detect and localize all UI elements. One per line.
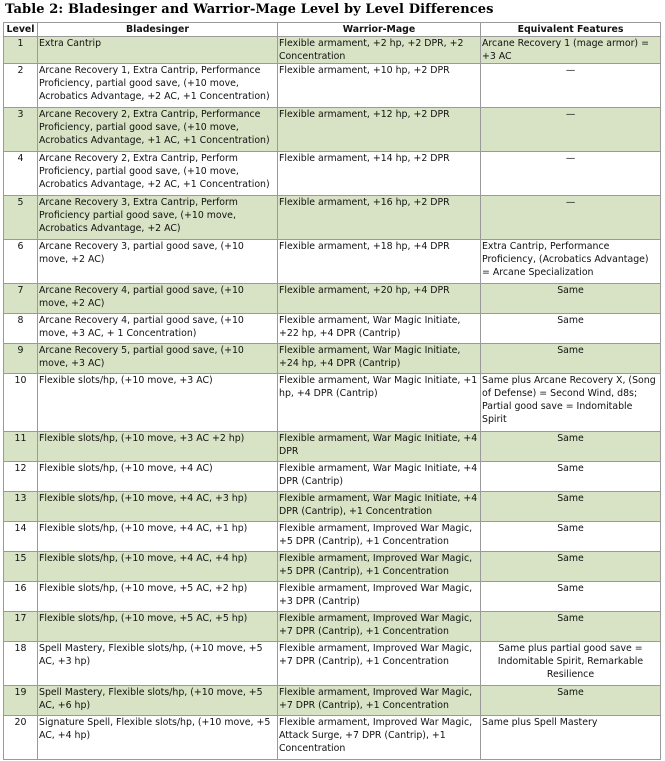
equivalent-features-cell: Same [481, 432, 661, 462]
level-cell: 3 [4, 108, 38, 152]
level-cell: 18 [4, 642, 38, 686]
equivalent-features-cell: — [481, 196, 661, 240]
level-cell: 19 [4, 686, 38, 716]
level-cell: 15 [4, 552, 38, 582]
warrior-mage-cell: Flexible armament, War Magic Initiate, +1 hp, +4 DPR (Cantrip) [278, 374, 481, 432]
bladesinger-cell: Spell Mastery, Flexible slots/hp, (+10 move, +5 AC, +3 hp) [38, 642, 278, 686]
warrior-mage-cell: Flexible armament, War Magic Initiate, +4 DPR (Cantrip), +1 Concentration [278, 492, 481, 522]
equivalent-features-cell: — [481, 64, 661, 108]
table-row [4, 642, 661, 686]
bladesinger-cell: Arcane Recovery 3, partial good save, (+10 move, +2 AC) [38, 240, 278, 284]
equivalent-features-cell: Same [481, 522, 661, 552]
table-row [4, 37, 661, 64]
warrior-mage-cell: Flexible armament, War Magic Initiate, +4 DPR (Cantrip) [278, 462, 481, 492]
bladesinger-cell: Flexible slots/hp, (+10 move, +4 AC) [38, 462, 278, 492]
level-cell: 13 [4, 492, 38, 522]
equivalent-features-cell: Same [481, 462, 661, 492]
level-cell: 1 [4, 37, 38, 64]
bladesinger-cell: Arcane Recovery 5, partial good save, (+10 move, +3 AC) [38, 344, 278, 374]
bladesinger-cell: Arcane Recovery 4, partial good save, (+10 move, +2 AC) [38, 284, 278, 314]
table-row [4, 462, 661, 492]
bladesinger-cell: Flexible slots/hp, (+10 move, +5 AC, +2 hp) [38, 582, 278, 612]
level-cell: 14 [4, 522, 38, 552]
bladesinger-cell: Flexible slots/hp, (+10 move, +4 AC, +3 hp) [38, 492, 278, 522]
warrior-mage-cell: Flexible armament, Improved War Magic, +7 DPR (Cantrip), +1 Concentration [278, 612, 481, 642]
warrior-mage-cell: Flexible armament, +2 hp, +2 DPR, +2 Concentration [278, 37, 481, 64]
header-bladesinger: Bladesinger [38, 23, 278, 37]
table-row [4, 612, 661, 642]
level-cell: 11 [4, 432, 38, 462]
level-cell: 10 [4, 374, 38, 432]
table-row [4, 432, 661, 462]
bladesinger-cell: Arcane Recovery 4, partial good save, (+10 move, +3 AC, + 1 Concentration) [38, 314, 278, 344]
equivalent-features-cell: Same [481, 492, 661, 522]
warrior-mage-cell: Flexible armament, +18 hp, +4 DPR [278, 240, 481, 284]
equivalent-features-cell: Same [481, 686, 661, 716]
warrior-mage-cell: Flexible armament, Improved War Magic, Attack Surge, +7 DPR (Cantrip), +1 Concentration [278, 716, 481, 760]
table-row [4, 522, 661, 552]
equivalent-features-cell: Same [481, 314, 661, 344]
equivalent-features-cell: Same [481, 552, 661, 582]
warrior-mage-cell: Flexible armament, Improved War Magic, +7 DPR (Cantrip), +1 Concentration [278, 686, 481, 716]
bladesinger-cell: Spell Mastery, Flexible slots/hp, (+10 move, +5 AC, +6 hp) [38, 686, 278, 716]
level-cell: 17 [4, 612, 38, 642]
bladesinger-cell: Flexible slots/hp, (+10 move, +5 AC, +5 hp) [38, 612, 278, 642]
level-cell: 20 [4, 716, 38, 760]
bladesinger-cell: Flexible slots/hp, (+10 move, +3 AC +2 hp) [38, 432, 278, 462]
level-cell: 6 [4, 240, 38, 284]
level-cell: 12 [4, 462, 38, 492]
table-row [4, 64, 661, 108]
bladesinger-cell: Arcane Recovery 2, Extra Cantrip, Perform Proficiency, partial good save, (+10 move, Acrobatics Advantage, +2 AC, +1 Concentration) [38, 152, 278, 196]
warrior-mage-cell: Flexible armament, +20 hp, +4 DPR [278, 284, 481, 314]
header-level: Level [4, 23, 38, 37]
warrior-mage-cell: Flexible armament, +16 hp, +2 DPR [278, 196, 481, 240]
table-row [4, 716, 661, 760]
bladesinger-cell: Extra Cantrip [38, 37, 278, 64]
level-cell: 8 [4, 314, 38, 344]
warrior-mage-cell: Flexible armament, Improved War Magic, +5 DPR (Cantrip), +1 Concentration [278, 522, 481, 552]
header-warrior-mage: Warrior-Mage [278, 23, 481, 37]
header-row [4, 23, 661, 37]
level-cell: 9 [4, 344, 38, 374]
warrior-mage-cell: Flexible armament, Improved War Magic, +5 DPR (Cantrip), +1 Concentration [278, 552, 481, 582]
table-body [4, 37, 661, 760]
equivalent-features-cell: — [481, 108, 661, 152]
bladesinger-cell: Arcane Recovery 2, Extra Cantrip, Performance Proficiency, partial good save, (+10 move, Acrobatics Advantage, +1 AC, +1 Concentration) [38, 108, 278, 152]
table-row [4, 152, 661, 196]
warrior-mage-cell: Flexible armament, +14 hp, +2 DPR [278, 152, 481, 196]
warrior-mage-cell: Flexible armament, Improved War Magic, +3 DPR (Cantrip) [278, 582, 481, 612]
table-title: Table 2: Bladesinger and Warrior-Mage Level by Level Differences [5, 2, 494, 17]
warrior-mage-cell: Flexible armament, +10 hp, +2 DPR [278, 64, 481, 108]
equivalent-features-cell: Arcane Recovery 1 (mage armor) = +3 AC [481, 37, 661, 64]
equivalent-features-cell: Same [481, 344, 661, 374]
table-row [4, 552, 661, 582]
level-differences-table [3, 22, 661, 760]
equivalent-features-cell: Same plus Arcane Recovery X, (Song of Defense) = Second Wind, d8s; Partial good save = Indomitable Spirit [481, 374, 661, 432]
level-cell: 2 [4, 64, 38, 108]
table-row [4, 284, 661, 314]
level-cell: 4 [4, 152, 38, 196]
table-row [4, 108, 661, 152]
warrior-mage-cell: Flexible armament, War Magic Initiate, +24 hp, +4 DPR (Cantrip) [278, 344, 481, 374]
bladesinger-cell: Signature Spell, Flexible slots/hp, (+10 move, +5 AC, +4 hp) [38, 716, 278, 760]
table-row [4, 314, 661, 344]
table-row [4, 492, 661, 522]
table-row [4, 344, 661, 374]
bladesinger-cell: Arcane Recovery 3, Extra Cantrip, Perform Proficiency partial good save, (+10 move, Acrobatics Advantage, +2 AC) [38, 196, 278, 240]
table-row [4, 582, 661, 612]
warrior-mage-cell: Flexible armament, Improved War Magic, +7 DPR (Cantrip), +1 Concentration [278, 642, 481, 686]
bladesinger-cell: Flexible slots/hp, (+10 move, +4 AC, +1 hp) [38, 522, 278, 552]
equivalent-features-cell: Same [481, 284, 661, 314]
equivalent-features-cell: Same plus Spell Mastery [481, 716, 661, 760]
header-equivalent-features: Equivalent Features [481, 23, 661, 37]
table-row [4, 240, 661, 284]
equivalent-features-cell: Same [481, 612, 661, 642]
warrior-mage-cell: Flexible armament, War Magic Initiate, +22 hp, +4 DPR (Cantrip) [278, 314, 481, 344]
equivalent-features-cell: — [481, 152, 661, 196]
bladesinger-cell: Flexible slots/hp, (+10 move, +4 AC, +4 hp) [38, 552, 278, 582]
warrior-mage-cell: Flexible armament, +12 hp, +2 DPR [278, 108, 481, 152]
table-row [4, 374, 661, 432]
level-cell: 7 [4, 284, 38, 314]
equivalent-features-cell: Extra Cantrip, Performance Proficiency, (Acrobatics Advantage) = Arcane Specialization [481, 240, 661, 284]
table-row [4, 686, 661, 716]
level-cell: 16 [4, 582, 38, 612]
equivalent-features-cell: Same plus partial good save = Indomitable Spirit, Remarkable Resilience [481, 642, 661, 686]
bladesinger-cell: Arcane Recovery 1, Extra Cantrip, Performance Proficiency, partial good save, (+10 move, Acrobatics Advantage, +2 AC, +1 Concentration) [38, 64, 278, 108]
warrior-mage-cell: Flexible armament, War Magic Initiate, +4 DPR [278, 432, 481, 462]
equivalent-features-cell: Same [481, 582, 661, 612]
bladesinger-cell: Flexible slots/hp, (+10 move, +3 AC) [38, 374, 278, 432]
table-row [4, 196, 661, 240]
level-cell: 5 [4, 196, 38, 240]
